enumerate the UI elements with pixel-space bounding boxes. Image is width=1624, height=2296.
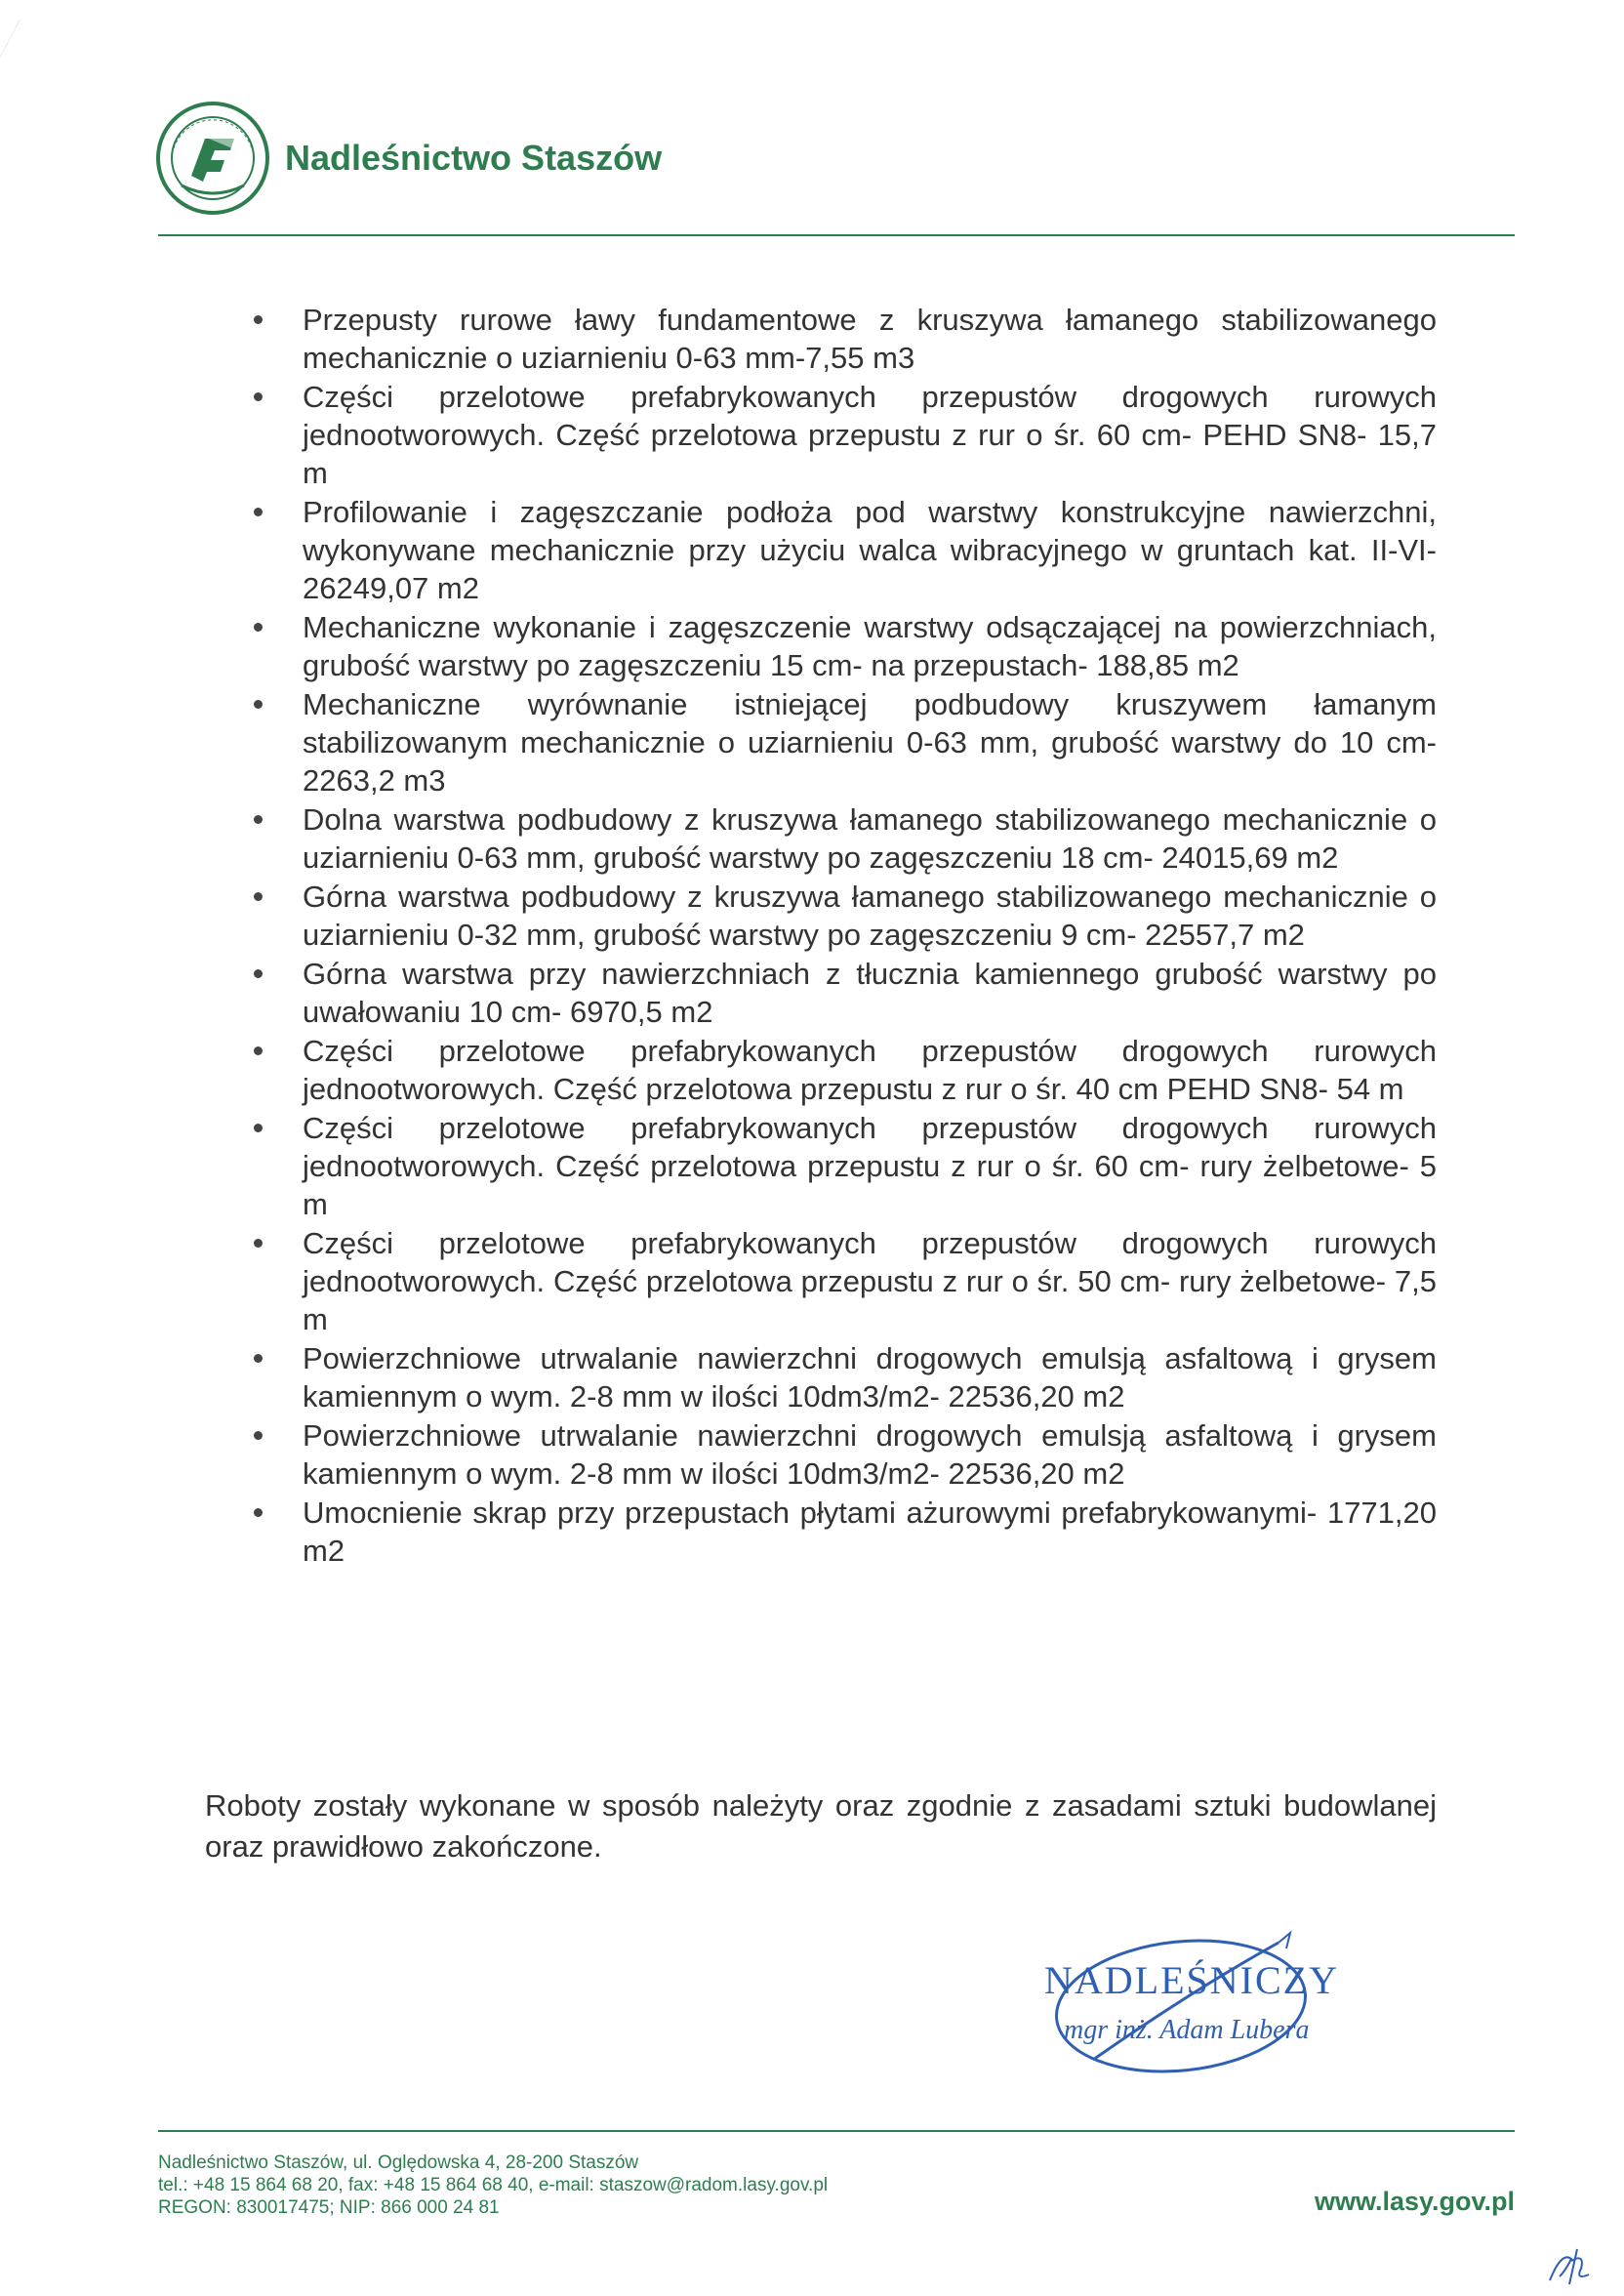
list-item: Części przelotowe prefabrykowanych przepustów drogowych rurowych jednootworowych. Część przelotowa przepustu z rur o śr. 60 cm- PEHD SN8- 15,7 m	[254, 378, 1437, 492]
footer-divider	[158, 2130, 1515, 2132]
list-item: Umocnienie skrap przy przepustach płytami ażurowymi prefabrykowanymi- 1771,20 m2	[254, 1494, 1437, 1570]
works-list	[254, 301, 1437, 1571]
scan-edge-line	[0, 20, 177, 312]
list-item: Części przelotowe prefabrykowanych przepustów drogowych rurowych jednootworowych. Część przelotowa przepustu z rur o śr. 50 cm- rury żelbetowe- 7,5 m	[254, 1224, 1437, 1338]
list-item: Powierzchniowe utrwalanie nawierzchni drogowych emulsją asfaltową i grysem kamiennym o wym. 2-8 mm w ilości 10dm3/m2- 22536,20 m2	[254, 1339, 1437, 1415]
footer-contact	[158, 2152, 828, 2219]
stamp-name: mgr inż. Adam Lubera	[1064, 2015, 1310, 2045]
handwritten-initials-icon	[1542, 2241, 1601, 2290]
footer-registry: REGON: 830017475; NIP: 866 000 24 81	[158, 2197, 500, 2218]
list-item: Górna warstwa podbudowy z kruszywa łamanego stabilizowanego mechanicznie o uziarnieniu 0-32 mm, grubość warstwy po zagęszczeniu 9 cm- 22557,7 m2	[254, 878, 1437, 954]
stamp-title: NADLEŚNICZY	[1044, 1958, 1339, 2002]
list-item: Powierzchniowe utrwalanie nawierzchni drogowych emulsją asfaltową i grysem kamiennym o wym. 2-8 mm w ilości 10dm3/m2- 22536,20 m2	[254, 1416, 1437, 1493]
footer-address: Nadleśnictwo Staszów, ul. Oględowska 4, 28-200 Staszów	[158, 2152, 639, 2173]
letterhead	[154, 109, 662, 207]
signature-stamp	[1035, 1913, 1386, 2079]
list-item: Mechaniczne wyrównanie istniejącej podbudowy kruszywem łamanym stabilizowanym mechanicznie o uziarnieniu 0-63 mm, grubość warstwy do 10 cm- 2263,2 m3	[254, 685, 1437, 800]
closing-statement: Roboty zostały wykonane w sposób należyty oraz zgodnie z zasadami sztuki budowlanej oraz prawidłowo zakończone.	[205, 1788, 1437, 1864]
header-divider	[158, 234, 1515, 236]
list-item: Dolna warstwa podbudowy z kruszywa łamanego stabilizowanego mechanicznie o uziarnieniu 0-63 mm, grubość warstwy po zagęszczeniu 18 cm- 24015,69 m2	[254, 800, 1437, 877]
list-item: Części przelotowe prefabrykowanych przepustów drogowych rurowych jednootworowych. Część przelotowa przepustu z rur o śr. 40 cm PEHD SN8- 54 m	[254, 1032, 1437, 1108]
list-item: Części przelotowe prefabrykowanych przepustów drogowych rurowych jednootworowych. Część przelotowa przepustu z rur o śr. 60 cm- rury żelbetowe- 5 m	[254, 1109, 1437, 1223]
footer-contact-line: tel.: +48 15 864 68 20, fax: +48 15 864 68 40, e-mail: staszow@radom.lasy.gov.pl	[158, 2175, 829, 2195]
list-item: Przepusty rurowe ławy fundamentowe z kruszywa łamanego stabilizowanego mechanicznie o uziarnieniu 0-63 mm-7,55 m3	[254, 301, 1437, 377]
organization-name: Nadleśnictwo Staszów	[285, 138, 663, 178]
lasy-panstwowe-logo-icon	[154, 100, 271, 217]
list-item: Górna warstwa przy nawierzchniach z tłucznia kamiennego grubość warstwy po uwałowaniu 10 cm- 6970,5 m2	[254, 955, 1437, 1031]
website-link[interactable]: www.lasy.gov.pl	[1314, 2187, 1515, 2216]
list-item: Mechaniczne wykonanie i zagęszczenie warstwy odsączającej na powierzchniach, grubość warstwy po zagęszczeniu 15 cm- na przepustach- 188,85 m2	[254, 608, 1437, 684]
list-item: Profilowanie i zagęszczanie podłoża pod warstwy konstrukcyjne nawierzchni, wykonywane mechanicznie przy użyciu walca wibracyjnego w gruntach kat. II-VI- 26249,07 m2	[254, 493, 1437, 607]
